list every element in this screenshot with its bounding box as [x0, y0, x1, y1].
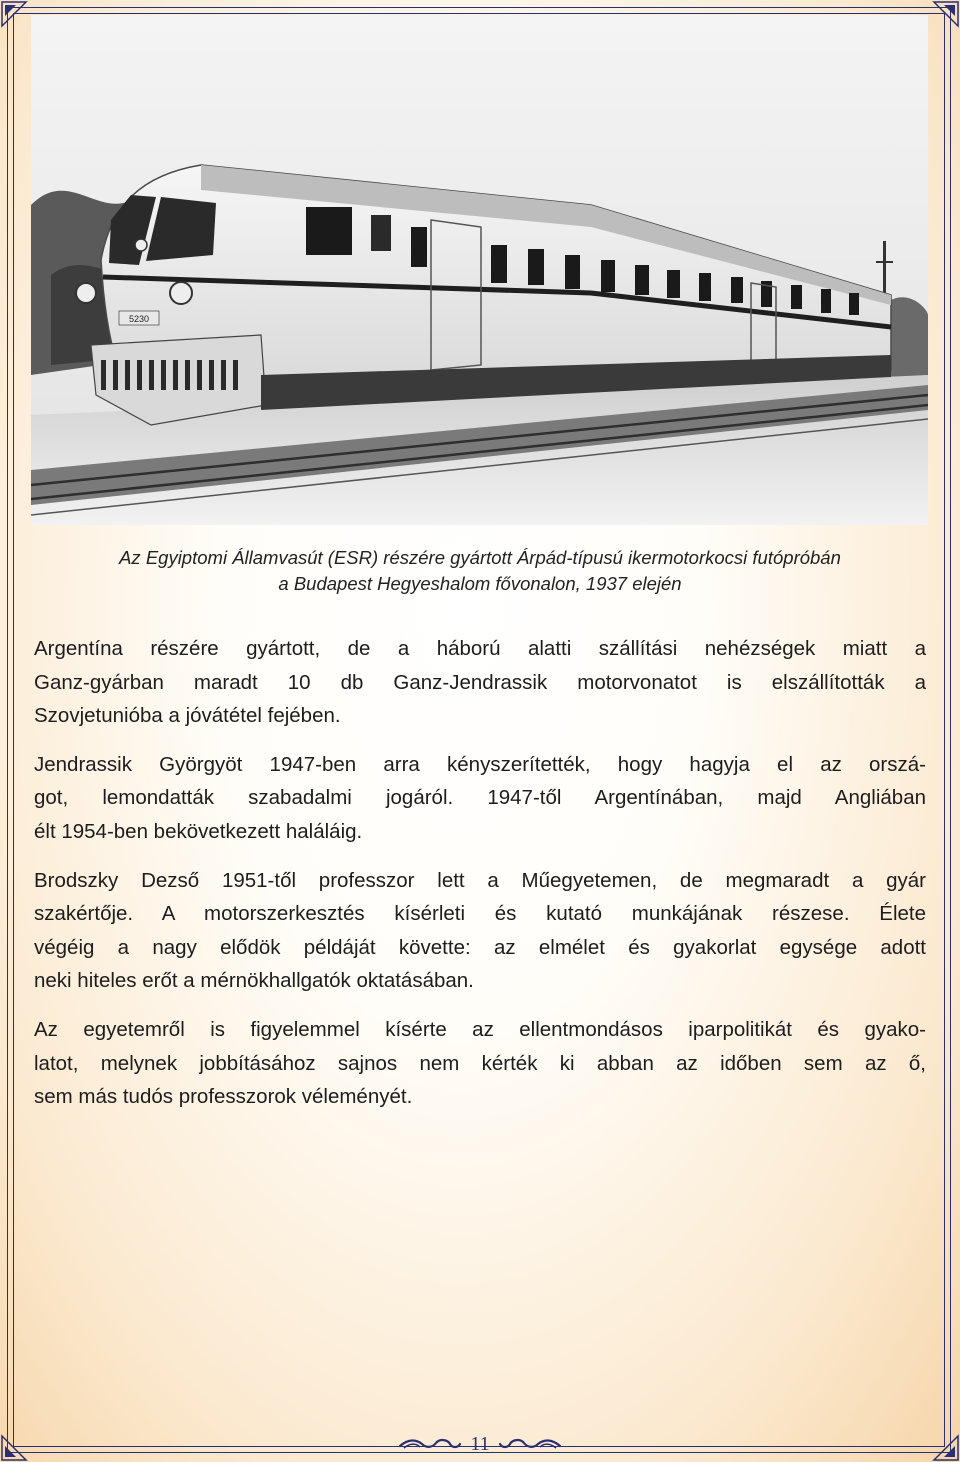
paragraph-3 [34, 864, 926, 998]
left-flourish-icon [398, 1437, 462, 1451]
text-line: sem más tudós professzorok véleményét. [34, 1085, 413, 1109]
page-number: 11 [470, 1433, 490, 1455]
caption-line-1: Az Egyiptomi Államvasút (ESR) részére gyártott Árpád-típusú ikermotorkocsi futópróbán [119, 547, 841, 568]
text-line: Az egyetemről is figyelemmel kísérte az ellentmondásos iparpolitikát és gyako- [34, 1017, 926, 1041]
text-line: Brodszky Dezső 1951-től professzor lett a Műegyetemen, de megmaradt a gyár [34, 868, 926, 892]
text-line: latot, melynek jobbításához sajnos nem kérték ki abban az időben sem az ő, [34, 1051, 926, 1075]
right-flourish-icon [498, 1437, 562, 1451]
paragraph-1 [34, 632, 926, 733]
text-line: Szovjetunióba a jóvátétel fejében. [34, 704, 341, 728]
text-line: neki hiteles erőt a mérnökhallgatók oktatásában. [34, 969, 474, 993]
text-line: szakértője. A motorszerkesztés kísérleti és kutató munkájának részese. Élete [34, 902, 926, 926]
caption-line-2: a Budapest Hegyeshalom fővonalon, 1937 elején [278, 573, 682, 594]
train-photo [31, 15, 928, 525]
paragraph-2 [34, 748, 926, 849]
text-line: élt 1954-ben bekövetkezett haláláig. [34, 819, 363, 843]
body-text [34, 632, 926, 1129]
paragraph-4 [34, 1013, 926, 1114]
corner-ornament-icon [932, 0, 960, 28]
text-line: végéig a nagy elődök példáját követte: az elmélet és gyakorlat egysége adott [34, 935, 926, 959]
text-line: Ganz-gyárban maradt 10 db Ganz-Jendrassik motorvonatot is elszállították a [34, 670, 926, 694]
text-line: Jendrassik Györgyöt 1947-ben arra kényszerítették, hogy hagyja el az orszá- [34, 752, 926, 776]
text-line: got, lemondatták szabadalmi jogáról. 1947-től Argentínában, majd Angliában [34, 786, 926, 810]
car-number-plate: 5230 [128, 314, 150, 324]
photo-caption [40, 545, 920, 597]
text-line: Argentína részére gyártott, de a háború alatti szállítási nehézségek miatt a [34, 637, 926, 660]
corner-ornament-icon [0, 0, 28, 28]
page-footer [0, 1432, 960, 1456]
